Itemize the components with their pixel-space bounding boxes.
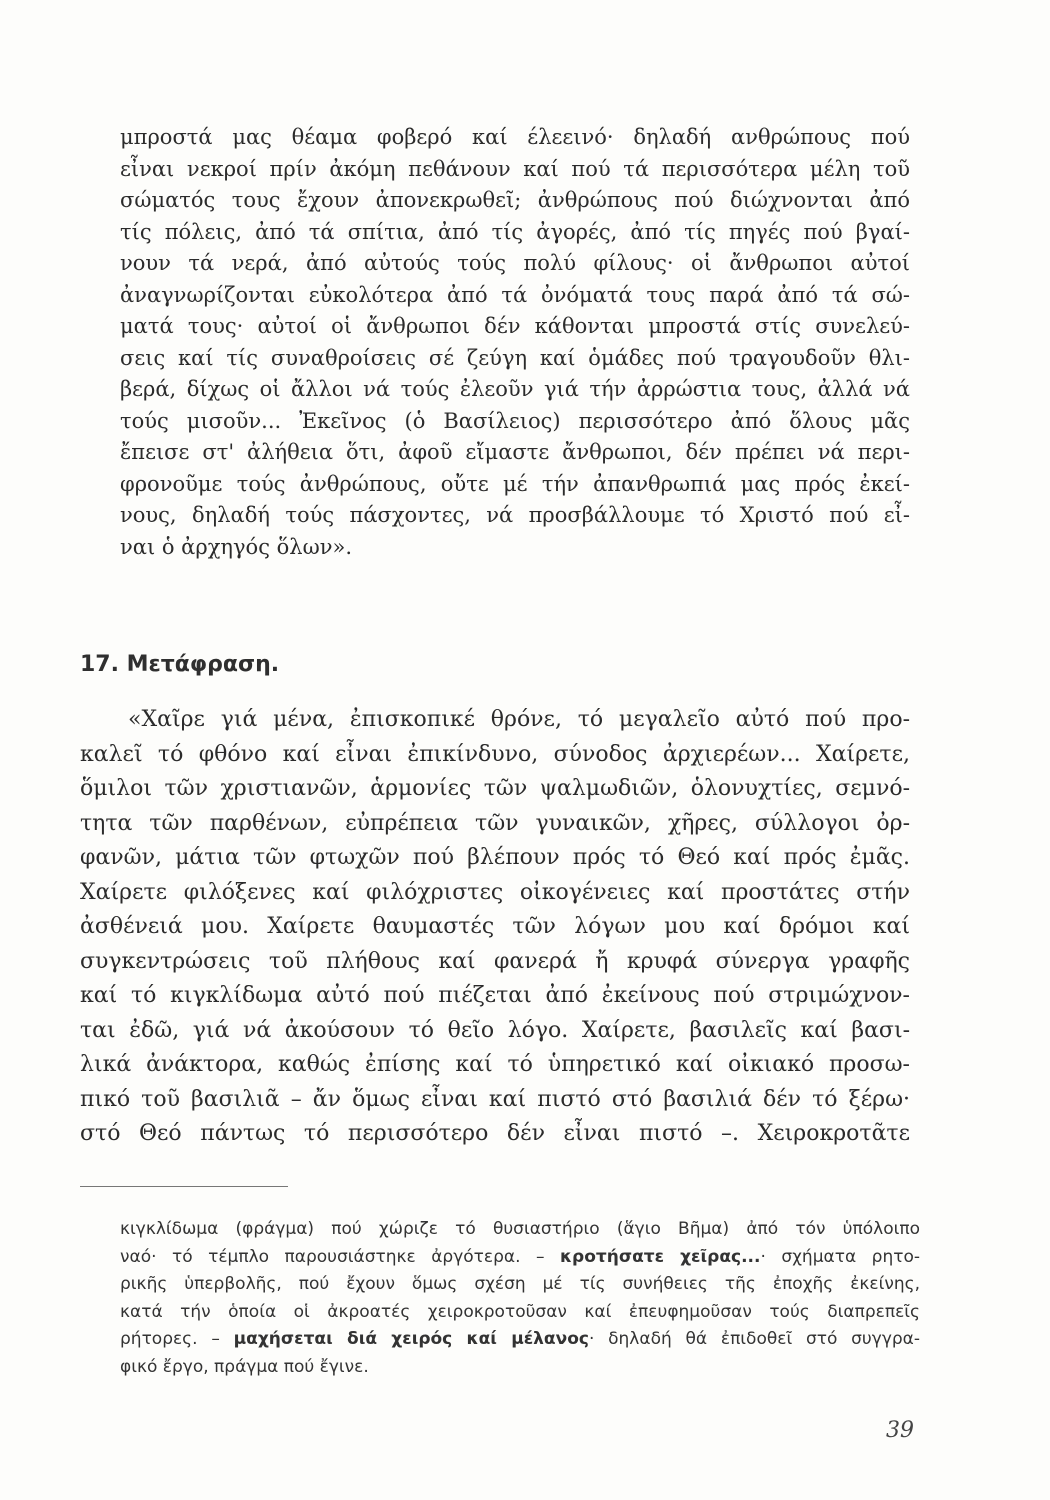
text-line: ματά τους· αὐτοί οἱ ἄνθρωποι δέν κάθονται μπροστά στίς συνελεύ- [120,314,910,338]
footnote-line [120,1244,920,1272]
text-line: ἀναγνωρίζονται εὐκολότερα ἀπό τά ὀνόματά τους παρά ἀπό τά σώ- [120,282,910,307]
text-line: «Χαῖρε γιά μένα, ἐπισκοπικέ θρόνε, τό μεγαλεῖο αὐτό πού προ- [128,707,910,732]
footnote-text: · σχήματα ρητο- [760,1246,920,1267]
text-line: τούς μισοῦν... Ἐκεῖνος (ὁ Βασίλειος) περισσότερο ἀπό ὅλους μᾶς [120,408,910,433]
text-line: Χαίρετε φιλόξενες καί φιλόχριστες οἰκογένειες καί προστάτες στήν [80,879,910,905]
text-line: ναι ὁ ἀρχηγός ὅλων». [120,534,353,559]
text-line: νουν τά νερά, ἀπό αὐτούς τούς πολύ φίλους· οἱ ἄνθρωποι αὐτοί [120,251,910,275]
footnote-text: ρήτορες. – [120,1329,220,1349]
text-line: συγκεντρώσεις τοῦ πλήθους καί φανερά ἤ κρυφά σύνεργα γραφῆς [80,948,910,974]
text-line: σεις καί τίς συναθροίσεις σέ ζεύγη καί ὁμάδες πού τραγουδοῦν θλι- [120,345,910,370]
text-line: πικό τοῦ βασιλιᾶ – ἄν ὅμως εἶναι καί πιστό στό βασιλιά δέν τό ξέρω· [80,1086,910,1112]
text-line: νους, δηλαδή τούς πάσχοντες, νά προσβάλλουμε τό Χριστό πού εἶ- [120,503,910,527]
footnote-line [120,1326,920,1354]
footnote-text: ναό· τό τέμπλο παρουσιάστηκε ἀργότερα. – [120,1246,545,1267]
text-line: εἶναι νεκροί πρίν ἀκόμη πεθάνουν καί πού τά περισσότερα μέλη τοῦ [120,156,910,181]
footnote [120,1216,920,1381]
text-line: ἔπεισε στ' ἀλήθεια ὅτι, ἀφοῦ εἴμαστε ἄνθρωποι, δέν πρέπει νά περι- [120,440,910,464]
text-line: βερά, δίχως οἱ ἄλλοι νά τούς ἐλεοῦν γιά τήν ἀρρώστια τους, ἀλλά νά [120,377,910,401]
footnote-line: ρικῆς ὑπερβολῆς, πού ἔχουν ὅμως σχέση μέ τίς συνήθειες τῆς ἐποχῆς ἐκείνης, [120,1274,920,1294]
text-line: ται ἐδῶ, γιά νά ἀκούσουν τό θεῖο λόγο. Χαίρετε, βασιλεῖς καί βασι- [80,1017,910,1043]
footnote-lemma: κροτήσατε χεῖρας... [559,1246,761,1267]
page-number: 39 [886,1418,914,1443]
paragraph-continued [120,122,910,563]
text-line: φρονοῦμε τούς ἀνθρώπους, οὔτε μέ τήν ἀπανθρωπιά μας πρός ἐκεί- [120,471,910,496]
text-line: σώματός τους ἔχουν ἀπονεκρωθεῖ; ἀνθρώπους πού διώχνονται ἀπό [120,188,910,212]
footnote-line: φικό ἔργο, πράγμα πού ἔγινε. [120,1356,369,1377]
footnote-line: κατά τήν ὁποία οἱ ἀκροατές χειροκροτοῦσαν καί ἐπευφημοῦσαν τούς διαπρεπεῖς [120,1301,920,1322]
text-line: μπροστά μας θέαμα φοβερό καί έλεεινό· δηλαδή ανθρώπους πού [120,125,910,149]
footnote-text: · δηλαδή θά ἐπιδοθεῖ στό συγγρα- [588,1329,921,1349]
text-line: στό Θεό πάντως τό περισσότερο δέν εἶναι πιστό –. Χειροκροτᾶτε [80,1121,910,1146]
text-line: ἀσθένειά μου. Χαίρετε θαυμαστές τῶν λόγων μου καί δρόμοι καί [80,914,910,939]
section-heading: 17. Μετάφραση. [80,652,280,677]
translation-paragraph [80,703,910,1152]
text-line: καλεῖ τό φθόνο καί εἶναι ἐπικίνδυνο, σύνοδος ἀρχιερέων... Χαίρετε, [80,741,910,767]
footnote-divider [80,1186,288,1187]
text-line: τίς πόλεις, ἀπό τά σπίτια, ἀπό τίς ἀγορές, ἀπό τίς πηγές πού βγαί- [120,219,910,244]
footnote-line: κιγκλίδωμα (φράγμα) πού χώριζε τό θυσιαστήριο (ἅγιο Βῆμα) ἀπό τόν ὑπόλοιπο [120,1219,920,1239]
text-line: ὅμιλοι τῶν χριστιανῶν, ἁρμονίες τῶν ψαλμωδιῶν, ὁλονυχτίες, σεμνό- [80,776,910,801]
text-line: τητα τῶν παρθένων, εὐπρέπεια τῶν γυναικῶν, χῆρες, σύλλογοι ὀρ- [80,810,910,836]
text-line: καί τό κιγκλίδωμα αὐτό πού πιέζεται ἀπό ἐκείνους πού στριμώχνον- [80,983,910,1008]
text-line: λικά ἀνάκτορα, καθώς ἐπίσης καί τό ὑπηρετικό καί οἰκιακό προσω- [80,1052,910,1077]
footnote-lemma: μαχήσεται διά χειρός καί μέλανος [233,1329,589,1349]
text-line: φανῶν, μάτια τῶν φτωχῶν πού βλέπουν πρός τό Θεό καί πρός ἐμᾶς. [80,845,910,870]
